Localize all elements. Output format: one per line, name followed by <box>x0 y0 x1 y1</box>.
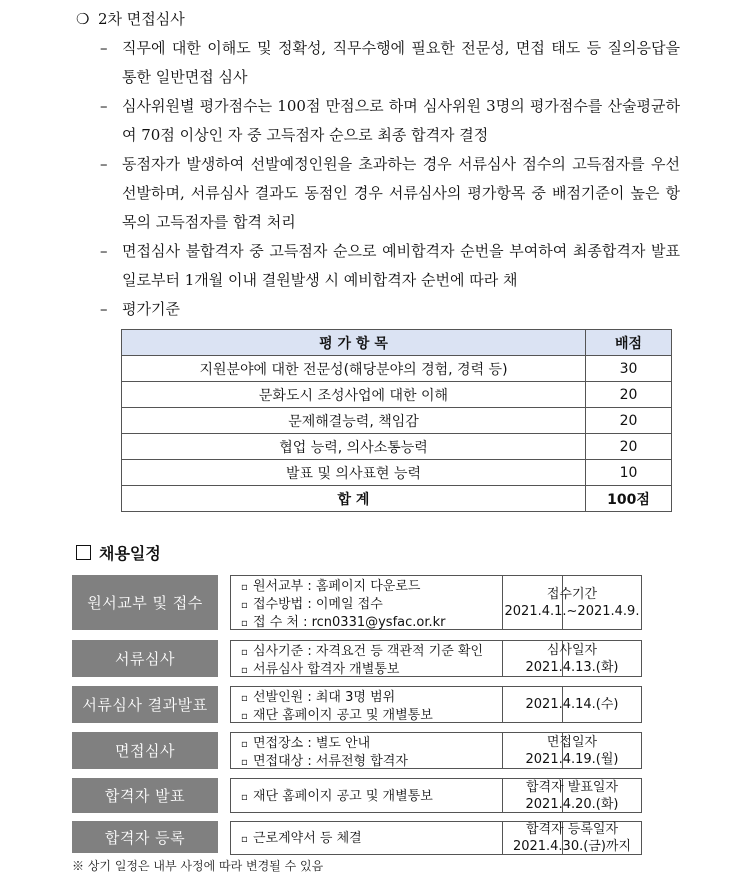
paragraph-3 <box>100 150 680 237</box>
total-score: 100점 <box>586 486 672 512</box>
section-title: 2차 면접심사 <box>98 10 185 28</box>
table-row <box>122 356 672 382</box>
dash-bullet: – <box>100 242 108 260</box>
paragraph-5 <box>100 295 680 324</box>
paragraph-1 <box>100 34 680 92</box>
table-header-row <box>122 330 672 356</box>
criteria-item: 지원분야에 대한 전문성(해당분야의 경험, 경력 등) <box>122 356 586 382</box>
square-bullet-icon: ▫ <box>241 665 248 676</box>
dash-bullet: – <box>100 39 108 57</box>
total-label: 합 계 <box>122 486 586 512</box>
schedule-label: 서류심사 결과발표 <box>72 686 218 723</box>
schedule-details: ▫ 재단 홈페이지 공고 및 개별통보 <box>230 778 563 813</box>
schedule-title: 채용일정 <box>99 544 161 563</box>
paragraph-4 <box>100 237 680 295</box>
checkbox-square-icon <box>76 545 91 560</box>
paragraph-text: 직무에 대한 이해도 및 정확성, 직무수행에 필요한 전문성, 면접 태도 등 질의응답을 통한 일반면접 심사 <box>122 39 680 86</box>
schedule-label: 면접심사 <box>72 732 218 769</box>
criteria-item: 문화도시 조성사업에 대한 이해 <box>122 382 586 408</box>
square-bullet-icon: ▫ <box>241 693 248 704</box>
square-bullet-icon: ▫ <box>241 834 248 845</box>
paragraph-text: 심사위원별 평가점수는 100점 만점으로 하며 심사위원 3명의 평가점수를 산술평균하여 70점 이상인 자 중 고득점자 순으로 최종 합격자 결정 <box>122 97 680 144</box>
dash-bullet: – <box>100 300 108 318</box>
schedule-details: ▫ 면접장소 : 별도 안내 ▫ 면접대상 : 서류전형 합격자 <box>230 732 563 769</box>
schedule-label: 합격자 발표 <box>72 778 218 813</box>
circle-bullet-icon: ❍ <box>76 10 90 28</box>
criteria-score: 20 <box>586 408 672 434</box>
dash-bullet: – <box>100 155 108 173</box>
schedule-date: 2021.4.14.(수) <box>502 686 642 723</box>
square-bullet-icon: ▫ <box>241 618 248 629</box>
section-heading <box>76 8 185 30</box>
table-row <box>122 434 672 460</box>
schedule-details: ▫ 원서교부 : 홈페이지 다운로드 ▫ 접수방법 : 이메일 접수 ▫ 접 수 처 : rcn0331@ysfac.or.kr <box>230 575 563 630</box>
dash-bullet: – <box>100 97 108 115</box>
square-bullet-icon: ▫ <box>241 757 248 768</box>
schedule-details: ▫ 근로계약서 등 체결 <box>230 821 563 855</box>
square-bullet-icon: ▫ <box>241 600 248 611</box>
schedule-date: 심사일자 2021.4.13.(화) <box>502 640 642 677</box>
schedule-details: ▫ 심사기준 : 자격요건 등 객관적 기준 확인 ▫ 서류심사 합격자 개별통보 <box>230 640 563 677</box>
paragraph-text: 면접심사 불합격자 중 고득점자 순으로 예비합격자 순번을 부여하여 최종합격자 발표일로부터 1개월 이내 결원발생 시 예비합격자 순번에 따라 채 <box>122 242 680 289</box>
paragraph-2 <box>100 92 680 150</box>
criteria-score: 30 <box>586 356 672 382</box>
table-row <box>122 408 672 434</box>
schedule-date: 접수기간 2021.4.1.~2021.4.9. <box>502 575 642 630</box>
criteria-item: 발표 및 의사표현 능력 <box>122 460 586 486</box>
square-bullet-icon: ▫ <box>241 739 248 750</box>
criteria-score: 20 <box>586 382 672 408</box>
schedule-label: 합격자 등록 <box>72 821 218 853</box>
schedule-note: ※ 상기 일정은 내부 사정에 따라 변경될 수 있음 <box>72 859 324 873</box>
criteria-item: 협업 능력, 의사소통능력 <box>122 434 586 460</box>
schedule-label: 서류심사 <box>72 640 218 677</box>
schedule-date: 면접일자 2021.4.19.(월) <box>502 732 642 769</box>
schedule-heading <box>76 541 161 564</box>
header-score: 배점 <box>586 330 672 356</box>
criteria-score: 10 <box>586 460 672 486</box>
square-bullet-icon: ▫ <box>241 647 248 658</box>
square-bullet-icon: ▫ <box>241 582 248 593</box>
table-row <box>122 382 672 408</box>
criteria-score: 20 <box>586 434 672 460</box>
schedule-details: ▫ 선발인원 : 최대 3명 범위 ▫ 재단 홈페이지 공고 및 개별통보 <box>230 686 563 723</box>
square-bullet-icon: ▫ <box>241 711 248 722</box>
schedule-label: 원서교부 및 접수 <box>72 575 218 630</box>
table-total-row <box>122 486 672 512</box>
paragraph-text: 평가기준 <box>122 300 180 318</box>
header-item: 평 가 항 목 <box>122 330 586 356</box>
square-bullet-icon: ▫ <box>241 792 248 803</box>
table-row <box>122 460 672 486</box>
paragraph-text: 동점자가 발생하여 선발예정인원을 초과하는 경우 서류심사 점수의 고득점자를 우선 선발하며, 서류심사 결과도 동점인 경우 서류심사의 평가항목 중 배점기준이 높은 항목의 고득점자를 합격 처리 <box>122 155 680 231</box>
schedule-date: 합격자 발표일자 2021.4.20.(화) <box>502 778 642 813</box>
evaluation-criteria-table <box>121 329 672 512</box>
criteria-item: 문제해결능력, 책임감 <box>122 408 586 434</box>
schedule-date: 합격자 등록일자 2021.4.30.(금)까지 <box>502 821 642 855</box>
